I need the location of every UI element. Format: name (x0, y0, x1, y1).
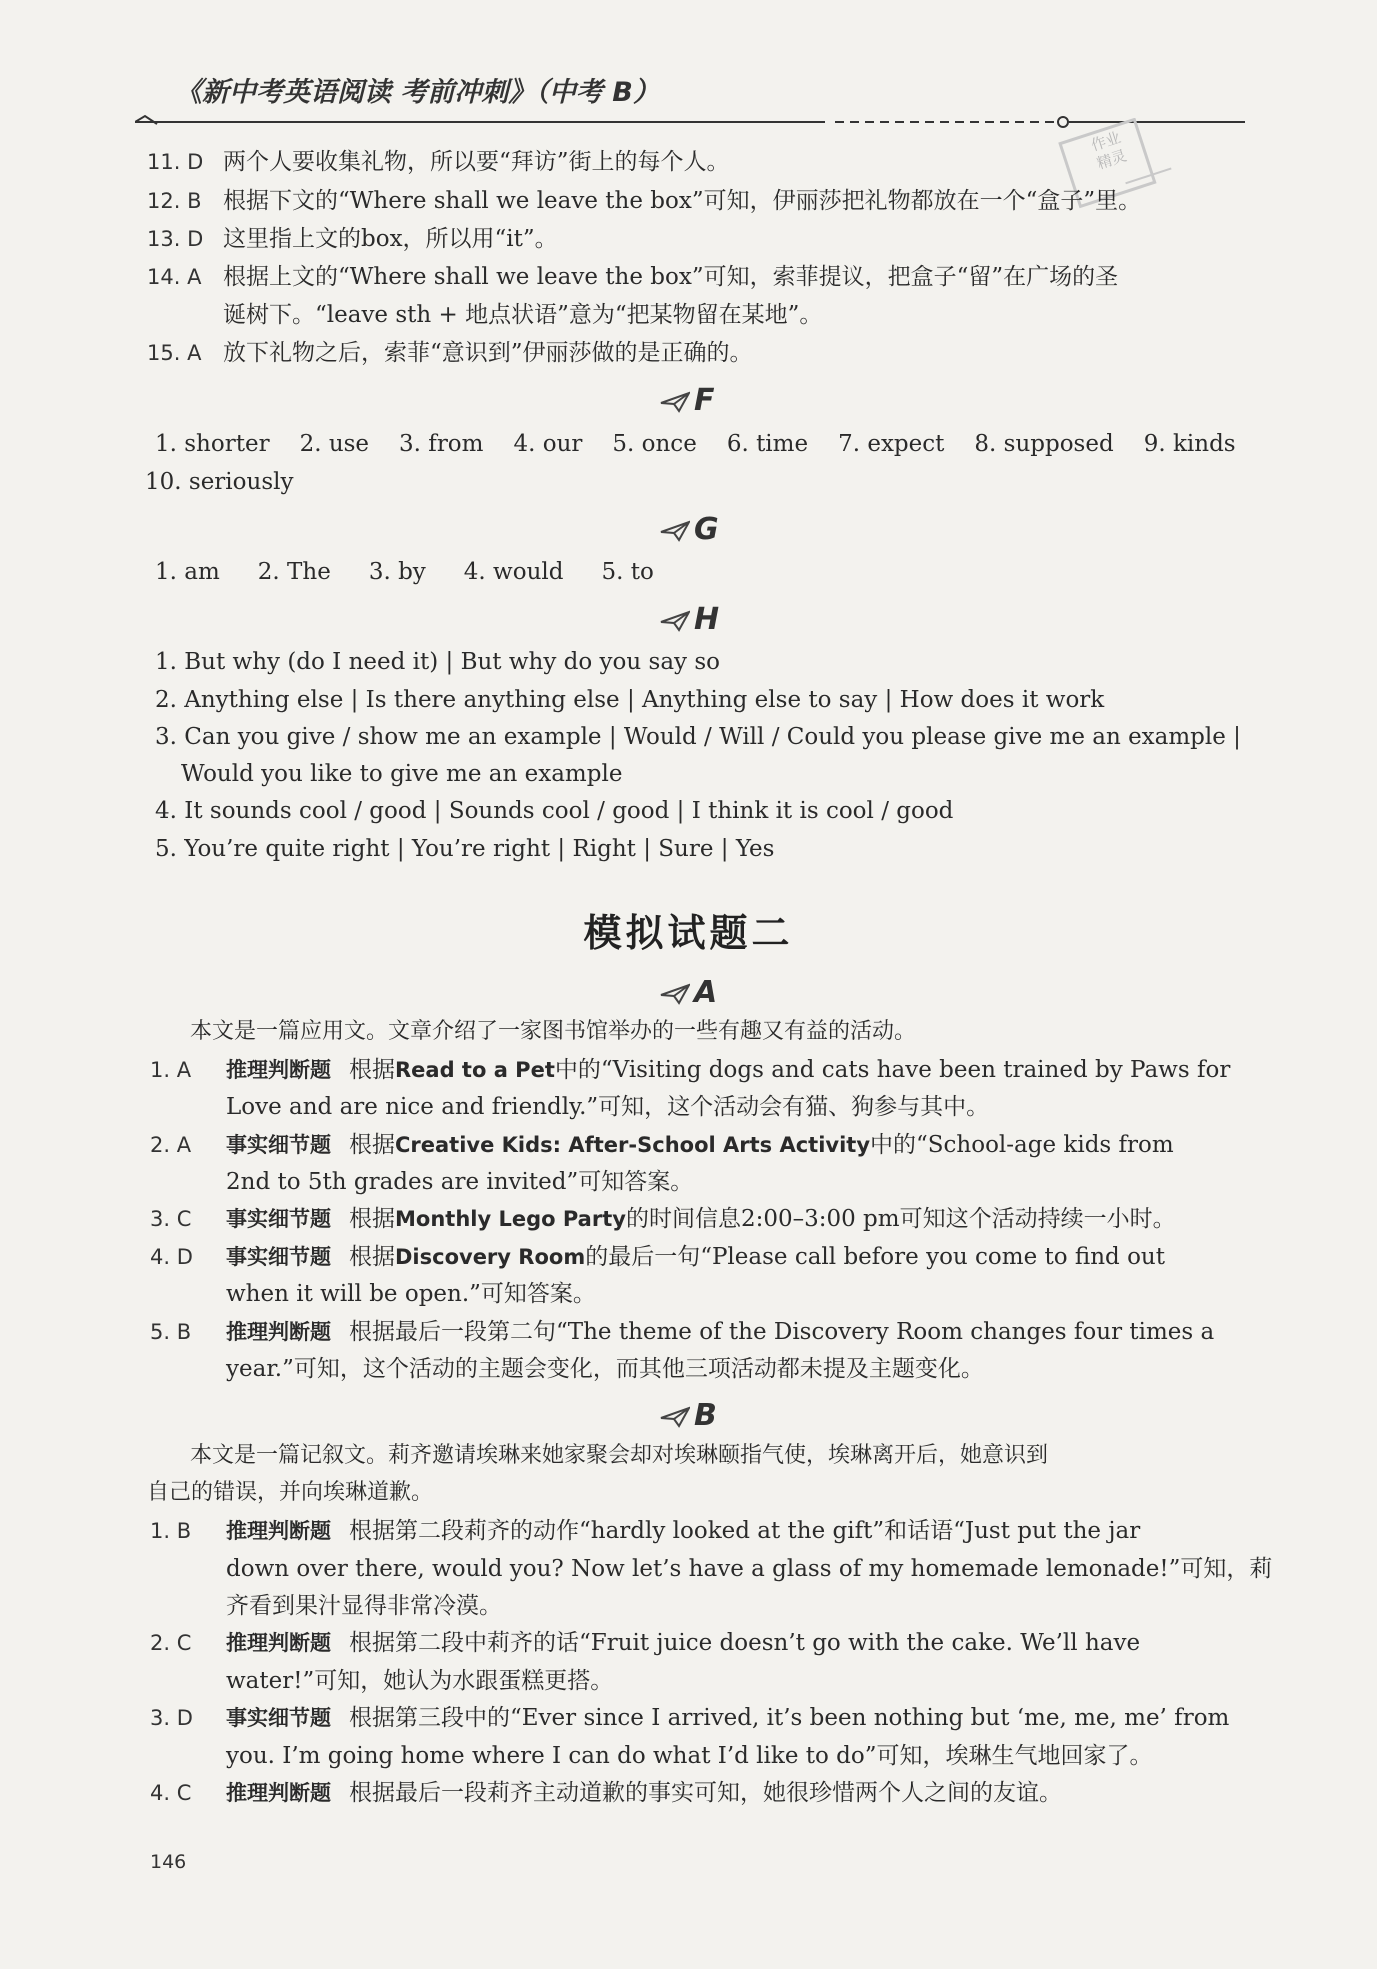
mock-test-title: 模拟试题二 (583, 911, 794, 955)
answer-e-13: 13. D 这里指上文的box，所以用“it”。 (147, 226, 558, 252)
a-answer-1-cont: Love and are nice and friendly.”可知，这个活动会有猫、狗参与其中。 (226, 1094, 990, 1120)
section-heading-a: A (660, 975, 717, 1010)
f-answer: 3. from (399, 431, 484, 457)
section-heading-h: H (660, 602, 719, 637)
h-answer-2: 2. Anything else | Is there anything else | Anything else to say | How does it work (155, 687, 1105, 713)
h-answer-5: 5. You’re quite right | You’re right | Right | Sure | Yes (155, 836, 775, 862)
b-answer-4: 4. C 推理判断题 根据最后一段莉齐主动道歉的事实可知，她很珍惜两个人之间的友谊。 (150, 1780, 1062, 1806)
b-answer-3: 3. D 事实细节题 根据第三段中的“Ever since I arrived, it’s been nothing but ‘me, me, me’ from (150, 1705, 1230, 1731)
a-answer-5-cont: year.”可知，这个活动的主题会变化，而其他三项活动都未提及主题变化。 (226, 1356, 984, 1382)
b-intro-line1: 本文是一篇记叙文。莉齐邀请埃琳来她家聚会却对埃琳颐指气使，埃琳离开后，她意识到 (190, 1443, 1049, 1468)
b-answer-3-cont: you. I’m going home where I can do what I’d like to do”可知，埃琳生气地回家了。 (226, 1743, 1153, 1769)
h-answer-1: 1. But why (do I need it) | But why do you say so (155, 649, 720, 675)
running-header (135, 66, 1245, 126)
a-answer-4-cont: when it will be open.”可知答案。 (226, 1281, 596, 1307)
g-answer: 4. would (463, 559, 564, 585)
g-answer: 5. to (601, 559, 654, 585)
h-answer-3: 3. Can you give / show me an example | Would / Will / Could you please give me an example | (155, 724, 1241, 750)
a-answer-1: 1. A 推理判断题 根据Read to a Pet中的“Visiting dogs and cats have been trained by Paws for (150, 1057, 1231, 1083)
answer-e-11: 11. D 两个人要收集礼物，所以要“拜访”街上的每个人。 (147, 149, 730, 175)
section-heading-g: G (660, 512, 719, 547)
answer-e-12: 12. B 根据下文的“Where shall we leave the box”可知，伊丽莎把礼物都放在一个“盒子”里。 (147, 188, 1142, 214)
f-answer: 1. shorter (155, 431, 270, 457)
a-answer-2: 2. A 事实细节题 根据Creative Kids: After-School Arts Activity中的“School-age kids from (150, 1132, 1174, 1158)
page-number: 146 (150, 1851, 187, 1873)
f-answer: 9. kinds (1143, 431, 1236, 457)
f-answer: 5. once (612, 431, 697, 457)
a-answer-2-cont: 2nd to 5th grades are invited”可知答案。 (226, 1169, 694, 1195)
f-answer: 7. expect (838, 431, 945, 457)
b-answer-2-cont: water!”可知，她认为水跟蛋糕更搭。 (226, 1668, 614, 1694)
g-answer: 3. by (368, 559, 426, 585)
stamp-line1: 作业 (1088, 128, 1123, 155)
g-answers (155, 558, 688, 586)
paper-plane-icon (660, 520, 690, 542)
b-intro-line2: 自己的错误，并向埃琳道歉。 (147, 1480, 434, 1505)
section-heading-f: F (660, 383, 715, 418)
stamp-line2: 精灵 (1094, 146, 1129, 173)
f-answer: 6. time (726, 431, 809, 457)
paper-plane-icon (660, 610, 690, 632)
g-answer: 1. am (155, 559, 220, 585)
section-heading-b: B (660, 1398, 717, 1433)
b-answer-1: 1. B 推理判断题 根据第二段莉齐的动作“hardly looked at the gift”和话语“Just put the jar (150, 1518, 1141, 1544)
answer-e-15: 15. A 放下礼物之后，索菲“意识到”伊丽莎做的是正确的。 (147, 340, 753, 366)
f-answer: 2. use (299, 431, 370, 457)
a-answer-3: 3. C 事实细节题 根据Monthly Lego Party的时间信息2:00–3:00 pm可知这个活动持续一小时。 (150, 1206, 1176, 1232)
f-answer: 4. our (513, 431, 583, 457)
a-intro: 本文是一篇应用文。文章介绍了一家图书馆举办的一些有趣又有益的活动。 (190, 1019, 917, 1044)
a-answer-4: 4. D 事实细节题 根据Discovery Room的最后一句“Please call before you come to find out (150, 1244, 1165, 1270)
a-answer-5: 5. B 推理判断题 根据最后一段第二句“The theme of the Discovery Room changes four times a (150, 1319, 1215, 1345)
g-answer: 2. The (257, 559, 331, 585)
header-title: 《新中考英语阅读 考前冲刺》（中考 B） (175, 77, 660, 108)
f-answer: 8. supposed (974, 431, 1114, 457)
f-answer-10: 10. seriously (145, 469, 294, 495)
paper-plane-icon (660, 983, 690, 1005)
paper-plane-icon (660, 391, 690, 413)
answer-e-14: 14. A 根据上文的“Where shall we leave the box”可知，索菲提议，把盒子“留”在广场的圣 (147, 264, 1119, 290)
answer-e-14-cont: 诞树下。“leave sth + 地点状语”意为“把某物留在某地”。 (223, 302, 823, 328)
h-answer-3-cont: Would you like to give me an example (181, 761, 623, 787)
b-answer-2: 2. C 推理判断题 根据第二段中莉齐的话“Fruit juice doesn’t go with the cake. We’ll have (150, 1630, 1141, 1656)
b-answer-1-cont2: 齐看到果汁显得非常冷漠。 (226, 1593, 502, 1619)
b-answer-1-cont: down over there, would you? Now let’s have a glass of my homemade lemonade!”可知，莉 (226, 1556, 1273, 1582)
f-answers (155, 430, 1236, 458)
h-answer-4: 4. It sounds cool / good | Sounds cool / good | I think it is cool / good (155, 798, 954, 824)
paper-plane-icon (660, 1406, 690, 1428)
